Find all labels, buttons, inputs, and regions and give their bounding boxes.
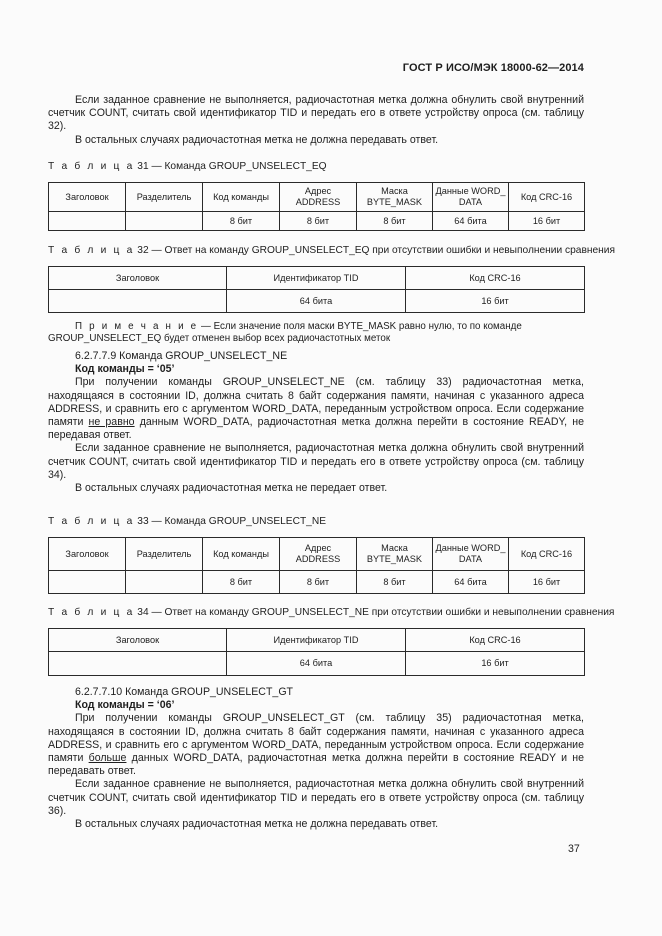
table-header-row <box>49 183 585 212</box>
paragraph: В остальных случаях радиочастотная метка не должна передавать ответ. <box>75 133 439 146</box>
table-31 <box>48 182 585 231</box>
table-header-cell: Код команды <box>203 183 280 212</box>
table-cell <box>49 571 126 594</box>
table-33-caption: Т а б л и ц а 33 — Команда GROUP_UNSELECT_NE <box>48 516 326 527</box>
paragraph: Если заданное сравнение не выполняется, радиочастотная метка должна обнулить свой внутренний счетчик COUNT, считать свой идентификатор TID и передать его в ответе устройству опроса (см. таблицу 32). <box>48 94 584 133</box>
table-cell <box>126 571 203 594</box>
table-cell: 8 бит <box>203 571 280 594</box>
table-cell: 64 бита <box>433 571 509 594</box>
table-header-row <box>49 629 585 652</box>
table-row <box>49 571 585 594</box>
table-header-cell: Заголовок <box>49 538 126 571</box>
table-cell: 64 бита <box>433 212 509 231</box>
table-header-row <box>49 538 585 571</box>
table-header-cell: Разделитель <box>126 183 203 212</box>
table-header-cell: Данные WORD_ DATA <box>433 538 509 571</box>
paragraph: Если заданное сравнение не выполняется, радиочастотная метка должна обнулить свой внутренний счетчик COUNT, считать свой идентификатор TID и передать его в ответе устройству опроса (см. таблицу 34). <box>48 442 584 481</box>
table-cell: 8 бит <box>203 212 280 231</box>
table-header-cell: Заголовок <box>49 267 227 290</box>
table-header-cell: Адрес ADDRESS <box>280 183 357 212</box>
table-cell: 8 бит <box>357 571 433 594</box>
table-header-cell: Код CRC-16 <box>406 629 585 652</box>
table-header-cell: Заголовок <box>49 183 126 212</box>
table-header-cell: Идентификатор TID <box>227 267 406 290</box>
page-number: 37 <box>568 843 580 855</box>
paragraph: Если заданное сравнение не выполняется, радиочастотная метка должна обнулить свой внутренний счетчик COUNT, считать свой идентификатор TID и передать его в ответе устройству опроса (см. таблицу 36). <box>48 778 584 817</box>
section-title: 6.2.7.7.10 Команда GROUP_UNSELECT_GT <box>75 686 294 698</box>
table-cell: 8 бит <box>280 212 357 231</box>
table-cell: 16 бит <box>406 652 585 676</box>
table-32 <box>48 266 585 313</box>
table-cell <box>49 290 227 313</box>
table-header-cell: Код CRC-16 <box>406 267 585 290</box>
table-cell: 64 бита <box>227 290 406 313</box>
table-row <box>49 652 585 676</box>
table-31-caption: Т а б л и ц а 31 — Команда GROUP_UNSELECT_EQ <box>48 161 327 172</box>
table-34-caption: Т а б л и ц а 34 — Ответ на команду GROUP_UNSELECT_NE при отсутствии ошибки и невыполнении сравнения <box>48 607 615 618</box>
table-header-cell: Маска BYTE_MASK <box>357 183 433 212</box>
table-note: П р и м е ч а н и е — Если значение поля маски BYTE_MASK равно нулю, то по команде GROUP_UNSELECT_EQ будет отменен выбор всех радиочастотных меток <box>48 321 522 345</box>
command-code: Код команды = ‘06’ <box>75 699 175 712</box>
command-code: Код команды = ‘05’ <box>75 363 175 376</box>
paragraph: При получении команды GROUP_UNSELECT_GT (см. таблицу 35) радиочастотная метка, находящаяся в состоянии ID, должна считать 8 байт содержания памяти, начиная с указанного адреса ADDRESS, и сравнить его с аргументом WORD_DATA, переданным устройством опроса. Если содержание памяти больше данных WORD_DATA, радиочастотная метка должна перейти в состояние READY и не передавать ответ. <box>48 712 584 778</box>
table-cell: 16 бит <box>509 212 585 231</box>
paragraph: В остальных случаях радиочастотная метка не должна передавать ответ. <box>75 818 439 831</box>
table-cell <box>49 212 126 231</box>
intro-text <box>48 94 584 147</box>
table-cell: 8 бит <box>280 571 357 594</box>
table-header-cell: Разделитель <box>126 538 203 571</box>
table-34 <box>48 628 585 676</box>
table-row <box>49 290 585 313</box>
table-cell: 64 бита <box>227 652 406 676</box>
table-32-caption: Т а б л и ц а 32 — Ответ на команду GROUP_UNSELECT_EQ при отсутствии ошибки и невыполнении сравнения <box>48 245 615 256</box>
table-header-cell: Маска BYTE_MASK <box>357 538 433 571</box>
paragraph: При получении команды GROUP_UNSELECT_NE (см. таблицу 33) радиочастотная метка, находящаяся в состоянии ID, должна считать 8 байт содержания памяти, начиная с указанного адреса ADDRESS, и сравнить его с аргументом WORD_DATA, переданным устройством опроса. Если содержание памяти не равно данным WORD_DATA, радиочастотная метка должна перейти в состояние READY, не передавая ответ. <box>48 376 584 442</box>
section-title: 6.2.7.7.9 Команда GROUP_UNSELECT_NE <box>75 350 288 362</box>
table-header-row <box>49 267 585 290</box>
table-cell: 8 бит <box>357 212 433 231</box>
table-cell: 16 бит <box>406 290 585 313</box>
table-cell <box>49 652 227 676</box>
table-row <box>49 212 585 231</box>
table-header-cell: Код команды <box>203 538 280 571</box>
section-6-2-7-7-9 <box>48 350 584 495</box>
table-header-cell: Данные WORD_ DATA <box>433 183 509 212</box>
table-33 <box>48 537 585 594</box>
paragraph: В остальных случаях радиочастотная метка не передает ответ. <box>75 482 388 495</box>
table-header-cell: Код CRC-16 <box>509 183 585 212</box>
table-header-cell: Заголовок <box>49 629 227 652</box>
section-6-2-7-7-10 <box>48 686 584 831</box>
table-cell <box>126 212 203 231</box>
table-header-cell: Код CRC-16 <box>509 538 585 571</box>
document-header: ГОСТ Р ИСО/МЭК 18000-62—2014 <box>402 62 584 74</box>
table-header-cell: Идентификатор TID <box>227 629 406 652</box>
table-cell: 16 бит <box>509 571 585 594</box>
table-header-cell: Адрес ADDRESS <box>280 538 357 571</box>
